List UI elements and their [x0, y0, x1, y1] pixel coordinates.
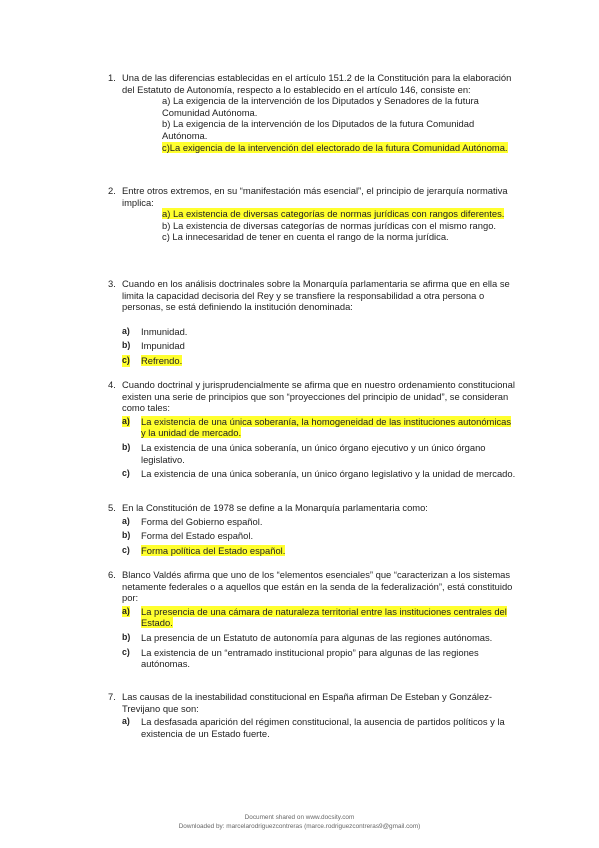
question-number: 6.: [108, 569, 116, 580]
option-letter: c): [122, 354, 130, 365]
option-letter: b): [122, 441, 131, 452]
question-3: [108, 278, 517, 370]
question-number: 1.: [108, 72, 116, 83]
options-list: [122, 516, 517, 557]
question-5: [108, 502, 517, 559]
list-item: [122, 416, 517, 439]
option-letter: a): [122, 605, 130, 616]
option-letter: c): [122, 468, 130, 479]
list-item: [122, 326, 517, 338]
question-number: 7.: [108, 691, 116, 702]
list-item: [122, 340, 517, 352]
option-text-highlighted: La presencia de una cámara de naturaleza territorial entre las instituciones centrales del Estado.: [141, 605, 507, 629]
question-2: [108, 185, 517, 243]
question-7: [108, 691, 517, 742]
option-text: La desfasada aparición del régimen constitucional, la ausencia de partidos políticos y la existencia de un Estado fuerte.: [141, 716, 505, 739]
options-list: [122, 716, 517, 739]
option-text-highlighted: La existencia de una única soberanía, la homogeneidad de las instituciones autonómicas y la unidad de mercado.: [141, 415, 512, 439]
question-text: Las causas de la inestabilidad constitucional en España afirman De Esteban y González-Trevijano que son:: [122, 691, 493, 714]
document-footer: [0, 813, 599, 831]
question-text: Cuando en los análisis doctrinales sobre la Monarquía parlamentaria se afirma que en ella se limita la capacidad decisoria del Rey y se transfiere la responsabilidad a otra persona o personas, se está definiendo la institución denominada:: [122, 278, 510, 313]
option-letter: c): [122, 544, 130, 555]
list-item: [122, 606, 517, 629]
question-1: [108, 72, 517, 153]
option-text: La existencia de un “entramado institucional propio” para algunas de las regiones autónomas.: [141, 646, 479, 670]
option-b: b) La exigencia de la intervención de los Diputados de la futura Comunidad Autónoma.: [162, 118, 475, 141]
option-text: Forma del Estado español.: [141, 530, 254, 542]
options-list: [122, 416, 517, 480]
option-text: Impunidad: [141, 340, 185, 352]
question-text: Cuando doctrinal y jurisprudencialmente se afirma que en nuestro ordenamiento constitucional existen una serie de principios que son “proyecciones del principio de unidad”, se consideran como tales:: [122, 379, 515, 414]
question-6: [108, 569, 517, 673]
option-letter: a): [122, 716, 130, 727]
options-list: [162, 95, 517, 153]
question-text: Entre otros extremos, en su “manifestación más esencial”, el principio de jerarquía normativa implica:: [122, 185, 508, 208]
question-number: 2.: [108, 185, 116, 196]
question-number: 3.: [108, 278, 116, 289]
question-4: [108, 379, 517, 483]
question-text: Una de las diferencias establecidas en el artículo 151.2 de la Constitución para la elaboración del Estatuto de Autonomía, respecto a lo establecido en el artículo 146, consiste en:: [122, 72, 512, 95]
option-text-highlighted: Refrendo.: [141, 354, 183, 366]
option-letter: a): [122, 415, 130, 426]
list-item: [122, 545, 517, 557]
option-text: Inmunidad.: [141, 325, 188, 337]
list-item: [122, 468, 517, 480]
option-letter: b): [122, 340, 131, 351]
option-text: La existencia de una única soberanía, un único órgano legislativo y la unidad de mercado.: [141, 468, 516, 480]
list-item: [122, 516, 517, 528]
option-letter: a): [122, 325, 130, 336]
list-item: [122, 716, 517, 739]
option-letter: b): [122, 631, 131, 642]
option-text-highlighted: Forma política del Estado español.: [141, 544, 286, 556]
options-list: [162, 208, 517, 243]
list-item: [122, 355, 517, 367]
option-a-highlighted: a) La existencia de diversas categorías de normas jurídicas con rangos diferentes.: [162, 208, 505, 220]
footer-shared-line: Document shared on www.docsity.com: [244, 814, 355, 821]
option-c-highlighted: c)La exigencia de la intervención del electorado de la futura Comunidad Autónoma.: [162, 141, 508, 153]
options-list: [122, 606, 517, 670]
list-item: [122, 530, 517, 542]
option-letter: c): [122, 646, 130, 657]
option-a: a) La exigencia de la intervención de los Diputados y Senadores de la futura Comunidad Autónoma.: [162, 95, 479, 118]
options-list: [122, 326, 517, 367]
question-number: 4.: [108, 379, 116, 390]
option-text: La existencia de una única soberanía, un único órgano ejecutivo y un único órgano legislativo.: [141, 441, 486, 465]
question-text: Blanco Valdés afirma que uno de los “elementos esenciales” que “caracterizan a los sistemas netamente federales o a aquellos que están en la senda de la federalización”, está constituido por:: [122, 569, 513, 604]
option-letter: b): [122, 530, 131, 541]
question-text: En la Constitución de 1978 se define a la Monarquía parlamentaria como:: [122, 502, 428, 513]
list-item: [122, 442, 517, 465]
list-item: [122, 632, 517, 644]
list-item: [122, 647, 517, 670]
option-letter: a): [122, 515, 130, 526]
footer-download-line: Downloaded by: marcelarodriguezcontreras (marce.rodriguezcontreras9@gmail.com): [178, 823, 421, 830]
question-number: 5.: [108, 502, 116, 513]
option-c: c) La innecesaridad de tener en cuenta el rango de la norma jurídica.: [162, 231, 449, 243]
option-text: La presencia de un Estatuto de autonomía para algunas de las regiones autónomas.: [141, 631, 493, 643]
option-b: b) La existencia de diversas categorías de normas jurídicas con el mismo rango.: [162, 219, 497, 231]
option-text: Forma del Gobierno español.: [141, 515, 263, 527]
